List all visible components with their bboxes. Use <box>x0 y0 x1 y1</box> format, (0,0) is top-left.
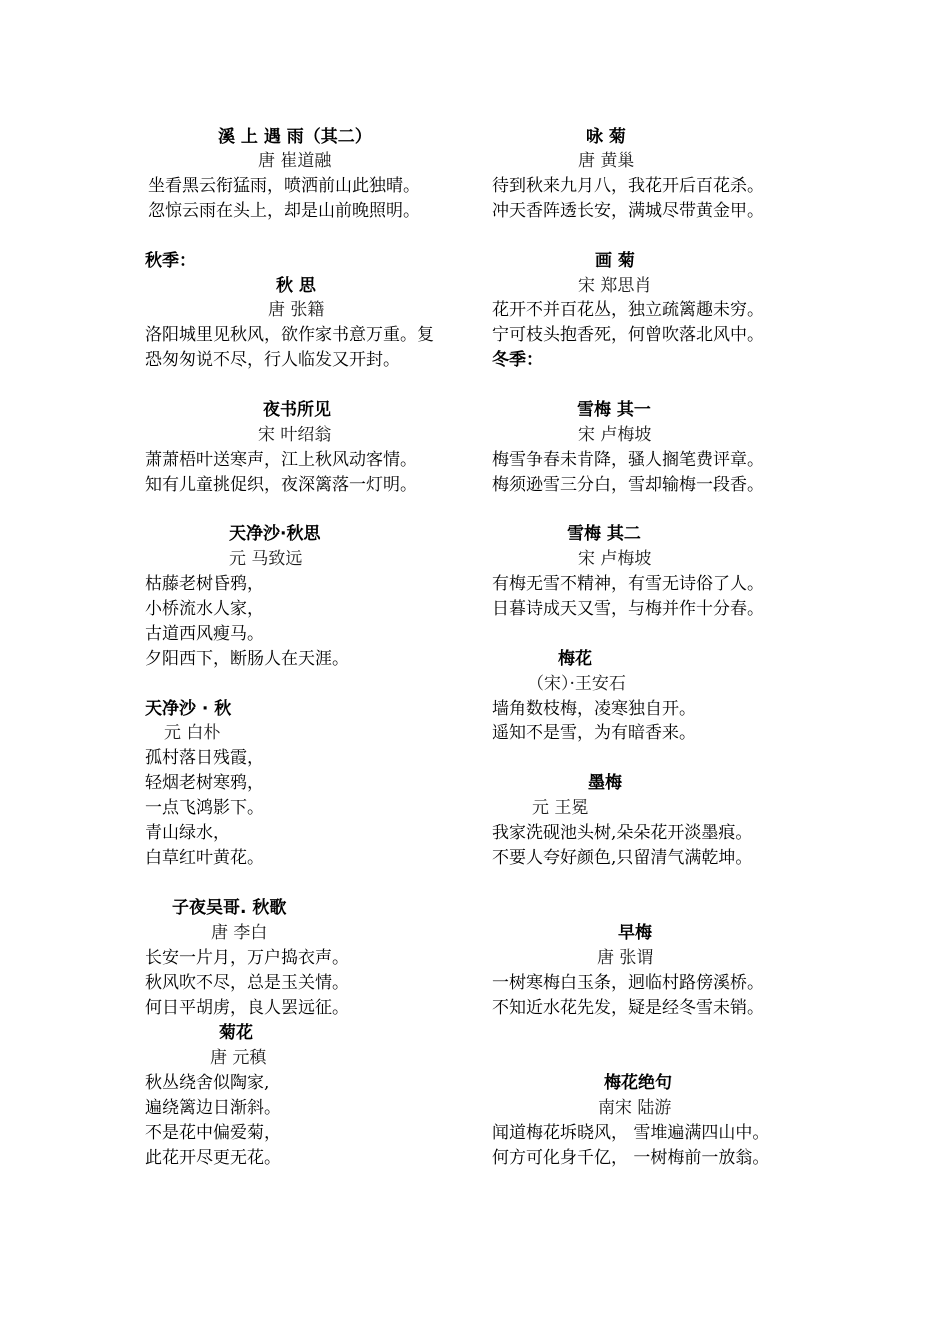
poem-title: 墨梅 <box>588 773 622 793</box>
poem-line: 此花开尽更无花。 <box>145 1148 281 1168</box>
poem-line: 冲天香阵透长安，满城尽带黄金甲。 <box>492 201 764 221</box>
poem-line: 轻烟老树寒鸦， <box>145 773 264 793</box>
poem-author: 唐 黄巢 <box>578 151 635 171</box>
poem-author: 宋 叶绍翁 <box>258 425 332 445</box>
poem-line: 秋丛绕舍似陶家, <box>145 1073 270 1093</box>
poem-line: 知有儿童挑促织，夜深篱落一灯明。 <box>145 475 417 495</box>
poem-title: 雪梅 其二 <box>567 524 641 544</box>
poem-title: 梅花绝句 <box>604 1073 672 1093</box>
poem-author: 宋 卢梅坡 <box>578 549 652 569</box>
poem-line: 何日平胡虏，良人罢远征。 <box>145 998 349 1018</box>
poem-author: 宋 郑思肖 <box>578 276 652 296</box>
poem-line: 闻道梅花坼晓风， 雪堆遍满四山中。 <box>492 1123 770 1143</box>
poem-author: 元 白朴 <box>164 723 221 743</box>
poem-line: 梅须逊雪三分白，雪却输梅一段香。 <box>492 475 764 495</box>
poem-author: 元 马致远 <box>229 549 303 569</box>
poem-author: 唐 张谓 <box>597 948 654 968</box>
poem-line: 恐匆匆说不尽，行人临发又开封。 <box>145 350 400 370</box>
poem-line: 长安一片月，万户捣衣声。 <box>145 948 349 968</box>
poem-line: 不知近水花先发，疑是经冬雪未销。 <box>492 998 764 1018</box>
poem-line: 白草红叶黄花。 <box>145 848 264 868</box>
poem-line: 一点飞鸿影下。 <box>145 798 264 818</box>
poem-title: 画 菊 <box>595 251 635 271</box>
poem-line: 小桥流水人家， <box>145 599 264 619</box>
poem-line: 坐看黑云衔猛雨，喷洒前山此独晴。 <box>148 176 420 196</box>
poem-author: （宋）·王安石 <box>527 674 626 694</box>
poem-line: 遥知不是雪，为有暗香来。 <box>492 723 696 743</box>
poem-line: 花开不并百花丛，独立疏篱趣未穷。 <box>492 300 764 320</box>
poem-title: 菊花 <box>219 1023 253 1043</box>
poem-line: 墙角数枝梅，凌寒独自开。 <box>492 699 696 719</box>
section-heading-autumn: 秋季： <box>145 251 196 271</box>
poem-line: 我家洗砚池头树,朵朵花开淡墨痕。 <box>492 823 753 843</box>
poem-author: 元 王冕 <box>532 798 589 818</box>
poem-title: 夜书所见 <box>263 400 331 420</box>
poem-title: 早梅 <box>618 923 652 943</box>
poem-author: 唐 元稹 <box>210 1048 267 1068</box>
poem-line: 不是花中偏爱菊， <box>145 1123 281 1143</box>
poem-line: 秋风吹不尽，总是玉关情。 <box>145 973 349 993</box>
poem-line: 待到秋来九月八，我花开后百花杀。 <box>492 176 764 196</box>
poem-author: 宋 卢梅坡 <box>578 425 652 445</box>
poem-line: 宁可枝头抱香死，何曾吹落北风中。 <box>492 325 764 345</box>
poem-line: 不要人夸好颜色,只留清气满乾坤。 <box>492 848 753 868</box>
poem-line: 日暮诗成天又雪，与梅并作十分春。 <box>492 599 764 619</box>
poem-line: 古道西风瘦马。 <box>145 624 264 644</box>
poem-line: 枯藤老树昏鸦， <box>145 574 264 594</box>
poem-title: 雪梅 其一 <box>577 400 651 420</box>
poem-author: 唐 李白 <box>211 923 268 943</box>
poem-line: 有梅无雪不精神，有雪无诗俗了人。 <box>492 574 764 594</box>
poem-author: 唐 崔道融 <box>258 151 332 171</box>
poem-line: 遍绕篱边日渐斜。 <box>145 1098 281 1118</box>
poem-author: 唐 张籍 <box>268 300 325 320</box>
poem-line: 萧萧梧叶送寒声，江上秋风动客情。 <box>145 450 417 470</box>
poem-author: 南宋 陆游 <box>598 1098 672 1118</box>
poem-title: 溪 上 遇 雨（其二） <box>218 127 372 147</box>
poem-title: 天净沙 · 秋 <box>145 699 232 719</box>
poem-title: 秋 思 <box>276 276 316 296</box>
poem-line: 梅雪争春未肯降，骚人搁笔费评章。 <box>492 450 764 470</box>
poem-line: 洛阳城里见秋风，欲作家书意万重。复 <box>145 325 434 345</box>
poem-title: 梅花 <box>558 649 592 669</box>
poem-line: 孤村落日残霞， <box>145 748 264 768</box>
poem-title: 咏 菊 <box>586 127 626 147</box>
poem-line: 夕阳西下，断肠人在天涯。 <box>145 649 349 669</box>
poem-title: 子夜吴哥. 秋歌 <box>172 898 287 918</box>
poem-title: 天净沙·秋思 <box>229 524 321 544</box>
section-heading-winter: 冬季： <box>492 350 543 370</box>
poem-line: 青山绿水， <box>145 823 230 843</box>
poem-line: 一树寒梅白玉条，迥临村路傍溪桥。 <box>492 973 764 993</box>
poem-line: 忽惊云雨在头上，却是山前晚照明。 <box>148 201 420 221</box>
poem-line: 何方可化身千亿， 一树梅前一放翁。 <box>492 1148 770 1168</box>
